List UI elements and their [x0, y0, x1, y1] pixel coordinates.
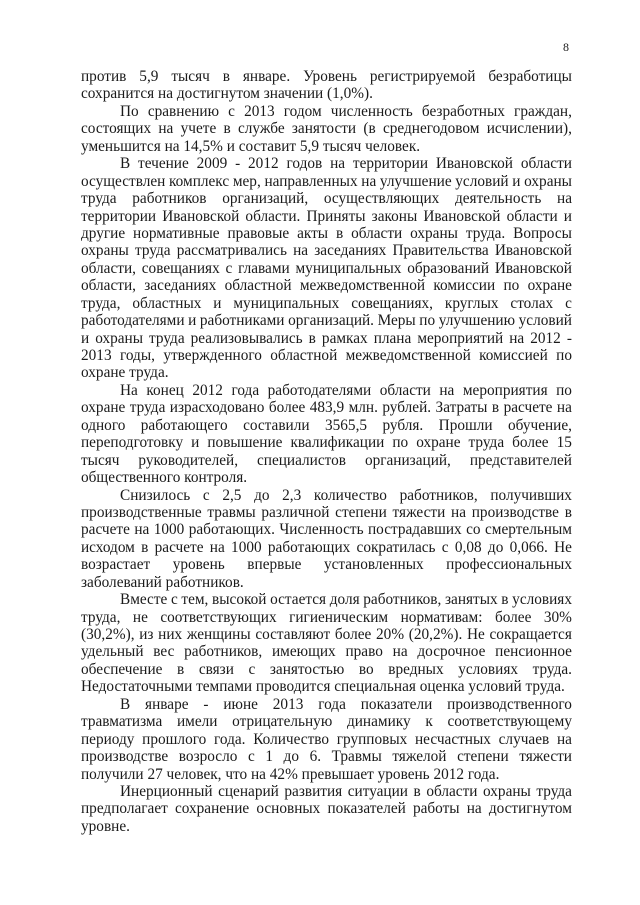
text-line: предполагает сохранение основных показателей работы на достигнутом [81, 800, 572, 818]
text-line: исходом в расчете на 1000 работающих сократилась с 0,08 до 0,066. Не [81, 538, 572, 556]
text-line: На конец 2012 года работодателями области на мероприятия по [120, 381, 572, 399]
text-line: В течение 2009 - 2012 годов на территории Ивановской области [120, 155, 572, 173]
text-line: травматизма имели отрицательную динамику к соответствующему [81, 713, 572, 731]
paragraph [81, 103, 572, 155]
text-line: состоящих на учете в службе занятости (в среднегодовом исчислении), [81, 120, 572, 138]
text-line: и охраны труда реализовывались в рамках плана мероприятий на 2012 - [81, 329, 572, 347]
text-line: получили 27 человек, что на 42% превышает уровень 2012 года. [81, 765, 500, 783]
paragraph [81, 155, 572, 382]
text-line: удельный вес работников, имеющих право на досрочное пенсионное [81, 643, 572, 661]
text-line: Вместе с тем, высокой остается доля работников, занятых в условиях [120, 591, 572, 609]
text-line: одного работающего составили 3565,5 рубля. Прошли обучение, [81, 416, 572, 434]
paragraph [81, 382, 572, 487]
text-line: охране труда. [81, 364, 169, 382]
text-line: заболеваний работников. [81, 573, 244, 591]
body-text [81, 68, 572, 835]
page-number: 8 [563, 40, 569, 54]
text-line: расчете на 1000 работающих. Численность пострадавших со смертельным [81, 521, 572, 539]
text-line: уменьшится на 14,5% и составит 5,9 тысяч человек. [81, 137, 421, 155]
text-line: переподготовку и повышение квалификации по охране труда более 15 [81, 434, 572, 452]
text-line: сохранится на достигнутом значении (1,0%). [81, 85, 373, 103]
paragraph [81, 591, 572, 696]
text-line: (30,2%), из них женщины составляют более 20% (20,2%). Не сокращается [81, 626, 572, 643]
paragraph [81, 68, 572, 103]
paragraph [81, 696, 572, 783]
text-line: В январе - июне 2013 года показатели производственного [120, 695, 572, 713]
paragraph [81, 783, 572, 835]
text-line: общественного контроля. [81, 469, 248, 487]
text-line: Снизилось с 2,5 до 2,3 количество работников, получивших [120, 486, 572, 504]
text-line: обеспечение в связи с занятостью во вредных условиях труда. [81, 660, 572, 678]
text-line: осуществлен комплекс мер, направленных на улучшение условий и охраны [81, 172, 572, 190]
text-line: охраны труда рассматривались на заседаниях Правительства Ивановской [81, 242, 572, 260]
text-line: Недостаточными темпами проводится специальная оценка условий труда. [81, 678, 565, 696]
text-line: области, заседаниях областной межведомственной комиссии по охране [81, 277, 572, 295]
text-line: против 5,9 тысяч в январе. Уровень регистрируемой безработицы [81, 68, 572, 85]
text-line: производстве возросло с 1 до 6. Травмы тяжелой степени тяжести [81, 748, 572, 766]
paragraph [81, 487, 572, 592]
text-line: труда, не соответствующих гигиеническим нормативам: более 30% [81, 608, 572, 626]
text-line: другие нормативные правовые акты в области охраны труда. Вопросы [81, 224, 572, 242]
text-line: Инерционный сценарий развития ситуации в области охраны труда [120, 782, 572, 800]
text-line: производственные травмы различной степени тяжести на производстве в [81, 503, 572, 521]
text-line: уровне. [81, 817, 130, 835]
text-line: 2013 годы, утвержденного областной межведомственной комиссией по [81, 347, 572, 364]
text-line: возрастает уровень впервые установленных профессиональных [81, 556, 572, 574]
text-line: охране труда израсходовано более 483,9 млн. рублей. Затраты в расчете на [81, 399, 572, 417]
text-line: периоду прошлого года. Количество групповых несчастных случаев на [81, 730, 572, 748]
text-line: По сравнению с 2013 годом численность безработных граждан, [120, 102, 572, 120]
text-line: труда, областных и муниципальных совещаниях, круглых столах с [81, 294, 572, 312]
text-line: тысяч руководителей, специалистов организаций, представителей [81, 451, 572, 469]
text-line: труда работников организаций, осуществляющих деятельность на [81, 190, 572, 208]
text-line: территории Ивановской области. Приняты законы Ивановской области и [81, 207, 572, 225]
text-line: работодателями и работниками организаций. Меры по улучшению условий [81, 312, 572, 330]
text-line: области, совещаниях с главами муниципальных образований Ивановской [81, 259, 572, 277]
